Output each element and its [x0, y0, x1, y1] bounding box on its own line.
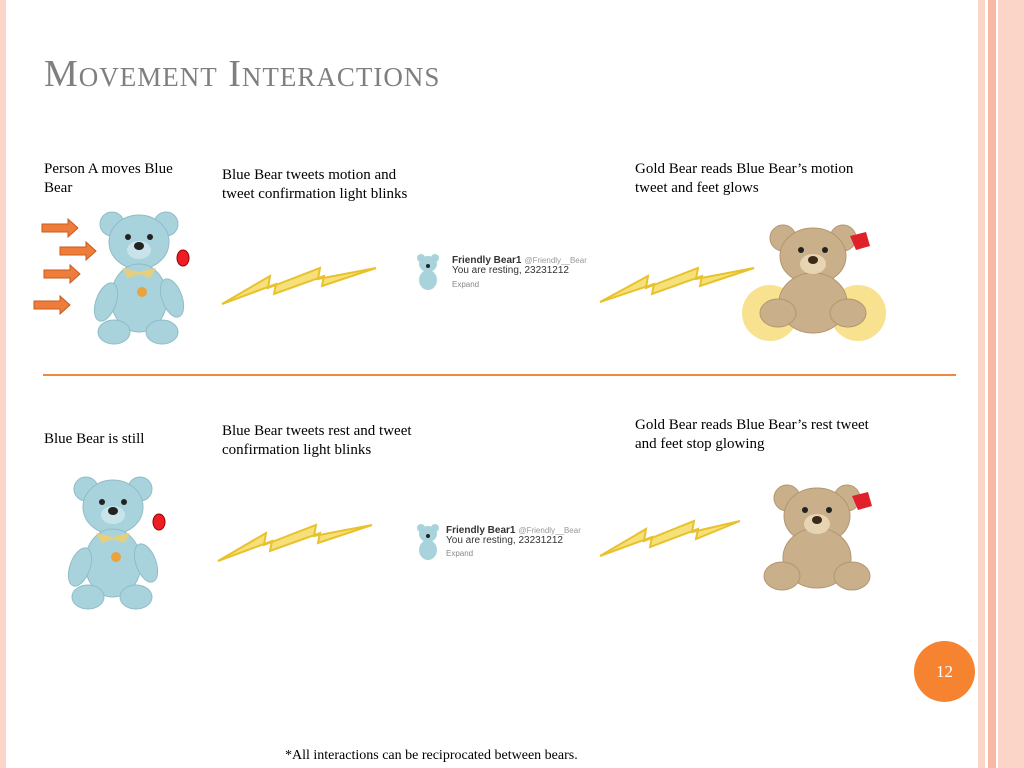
blue-bear-still-label: Blue Bear is still: [44, 431, 145, 447]
tweet-avatar-icon: [412, 522, 444, 560]
tweet-card-motion[interactable]: [412, 248, 612, 296]
row-divider: [43, 374, 956, 376]
tweet-expand-link[interactable]: Expand: [446, 549, 474, 558]
footnote: *All interactions can be reciprocated between bears.: [285, 748, 578, 763]
tweet-avatar-icon: [412, 252, 444, 290]
side-stripe-3: [998, 0, 1024, 768]
gold-bear-glowing: [738, 218, 893, 353]
tweet-author-handle: @Friendly__Bear: [524, 256, 587, 265]
tweet-text: You are resting, 23231212: [446, 535, 563, 546]
person-a-moves-label: Person A moves Blue Bear: [44, 161, 173, 196]
tweet-author-name: Friendly Bear1: [452, 255, 522, 266]
signal-bolt-4: [598, 516, 743, 560]
side-stripe-2: [988, 0, 996, 768]
gold-bear-reads-motion-label: Gold Bear reads Blue Bear’s motion tweet and feet glows: [635, 161, 854, 196]
tweet-author-handle: @Friendly__Bear: [518, 526, 581, 535]
tweet-motion-label: Blue Bear tweets motion and tweet confirmation light blinks: [222, 167, 408, 202]
blink-light-red-2: [151, 512, 167, 532]
signal-bolt-1: [220, 262, 380, 307]
gold-bear-reads-rest-label: Gold Bear reads Blue Bear’s rest tweet and feet stop glowing: [635, 417, 869, 452]
tweet-text: You are resting, 23231212: [452, 265, 569, 276]
tweet-author-name: Friendly Bear1: [446, 525, 516, 536]
signal-bolt-2: [598, 264, 758, 306]
page-number-badge: 12: [914, 641, 975, 702]
tweet-expand-link[interactable]: Expand: [452, 280, 480, 289]
blink-light-red: [175, 248, 191, 268]
left-stripe: [0, 0, 6, 768]
side-stripe-1: [978, 0, 985, 768]
blue-bear-still: [58, 475, 173, 615]
tweet-rest-label: Blue Bear tweets rest and tweet confirmation light blinks: [222, 423, 412, 458]
signal-bolt-3: [216, 519, 376, 564]
tweet-card-rest[interactable]: [412, 518, 612, 566]
gold-bear-not-glowing: [752, 478, 882, 603]
slide-title: Movement Interactions: [44, 53, 441, 95]
blue-bear-moving: [84, 210, 199, 350]
